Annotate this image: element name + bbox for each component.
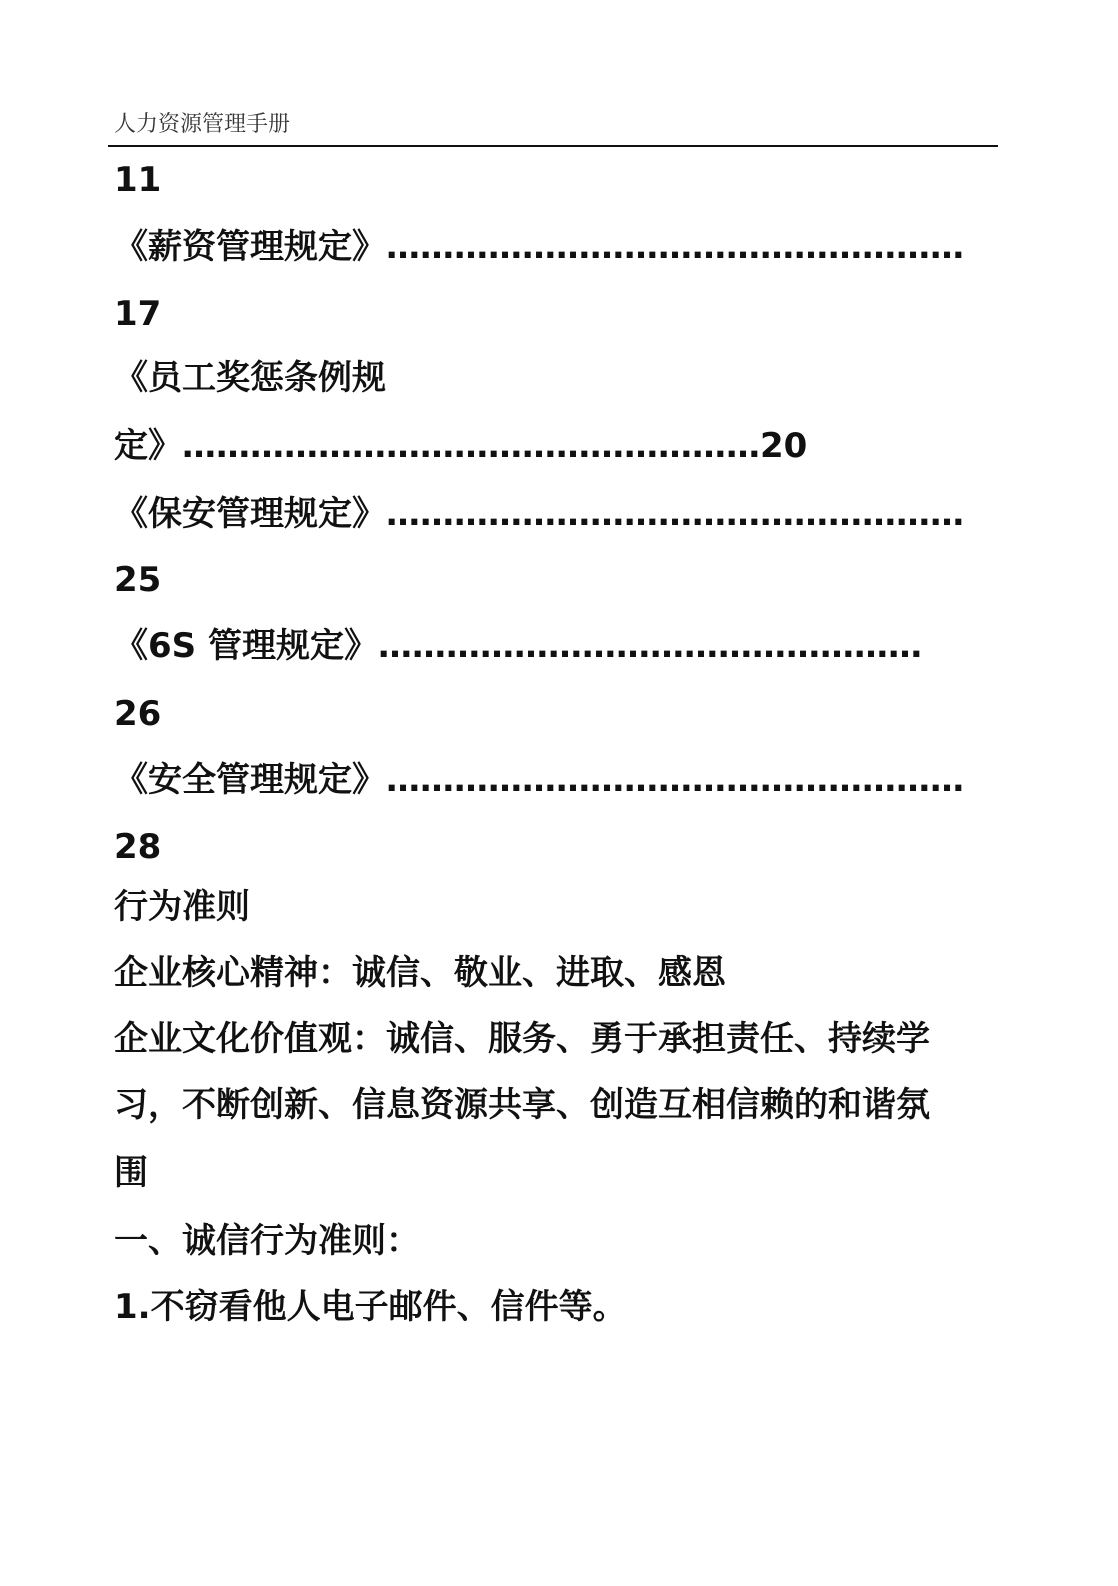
toc-entry-salary: 《薪资管理规定》……………………………………………	[114, 227, 964, 267]
paragraph-line: 围	[114, 1153, 148, 1193]
section-heading: 行为准则	[114, 887, 250, 927]
toc-entry-rewards-start: 《员工奖惩条例规	[114, 358, 386, 398]
toc-page-number: 25	[114, 560, 162, 600]
toc-entry-rewards-end: 定》……………………………………………20	[114, 426, 808, 466]
toc-page-number: 26	[114, 694, 162, 734]
paragraph-line: 习，不断创新、信息资源共享、创造互相信赖的和谐氛	[114, 1085, 930, 1125]
toc-entry-safety: 《安全管理规定》……………………………………………	[114, 760, 964, 800]
toc-page-number: 11	[114, 160, 162, 200]
subsection-heading: 一、诚信行为准则：	[114, 1221, 420, 1261]
document-title: 人力资源管理手册	[114, 112, 291, 137]
list-item: 1.不窃看他人电子邮件、信件等。	[114, 1287, 627, 1327]
header-divider	[108, 145, 998, 147]
toc-entry-security: 《保安管理规定》……………………………………………	[114, 494, 964, 534]
paragraph-line: 企业核心精神：诚信、敬业、进取、感恩	[114, 953, 726, 993]
toc-page-number: 17	[114, 294, 162, 334]
toc-entry-6s: 《6S 管理规定》…………………………………………	[114, 626, 922, 666]
paragraph-line: 企业文化价值观：诚信、服务、勇于承担责任、持续学	[114, 1019, 930, 1059]
toc-page-number: 28	[114, 827, 162, 867]
